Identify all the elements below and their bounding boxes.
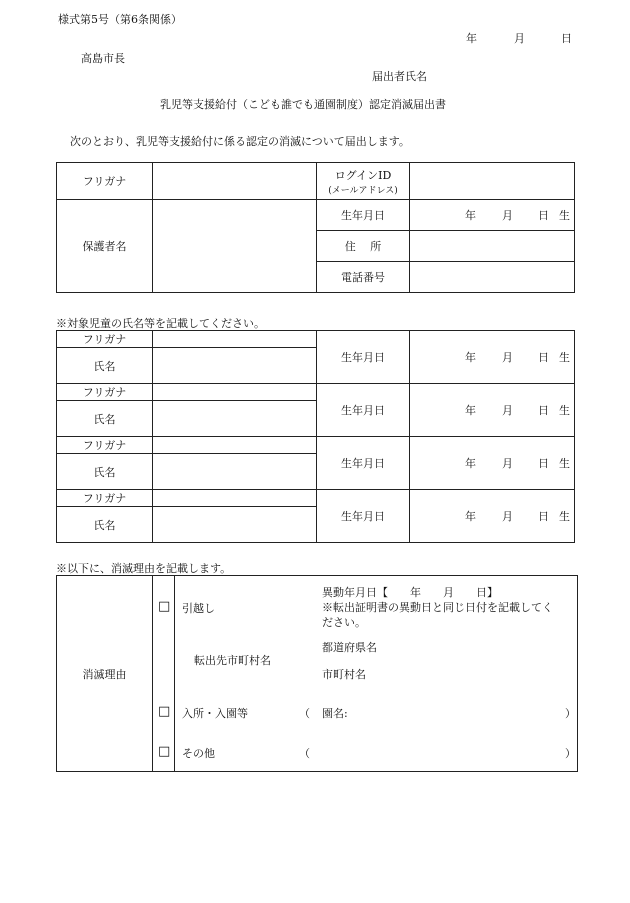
children-note: ※対象児童の氏名等を記載してください。 — [56, 317, 265, 330]
guardian-phone-field[interactable] — [410, 262, 575, 293]
child-birth-field[interactable]: 年 月 日 生 — [410, 437, 575, 490]
guardian-address-label: 住 所 — [317, 231, 410, 262]
other-paren-open: （ — [299, 747, 310, 760]
guardian-table — [56, 162, 575, 293]
option-other: その他 — [182, 747, 215, 760]
child-name-label: 氏名 — [57, 401, 153, 437]
child-birth-label: 生年月日 — [317, 490, 410, 543]
child-birth-field[interactable]: 年 月 日 生 — [410, 331, 575, 384]
child-furigana-field[interactable] — [153, 384, 317, 401]
move-date-label: 異動年月日【 年 月 日】 — [322, 586, 498, 599]
municipality-label: 市町村名 — [322, 668, 366, 681]
other-paren-close: ） — [565, 747, 576, 760]
guardian-furigana-label: フリガナ — [57, 163, 153, 200]
admission-paren-close: ） — [565, 707, 576, 720]
guardian-birth-field[interactable]: 年 月 日 生 — [410, 200, 575, 231]
prefecture-label: 都道府県名 — [322, 641, 377, 654]
move-date-note-1: ※転出証明書の異動日と同じ日付を記載してく — [322, 601, 553, 614]
child-furigana-label: フリガナ — [57, 384, 153, 401]
login-id-field[interactable] — [410, 163, 575, 200]
applicant-name-label: 届出者氏名 — [372, 70, 427, 83]
children-table — [56, 330, 575, 543]
child-furigana-field[interactable] — [153, 437, 317, 454]
document-title: 乳児等支援給付（こども誰でも通園制度）認定消滅届出書 — [160, 98, 446, 111]
child-name-label: 氏名 — [57, 507, 153, 543]
child-furigana-field[interactable] — [153, 331, 317, 348]
date-month: 月 — [514, 32, 525, 45]
addressee: 高島市長 — [81, 52, 125, 65]
guardian-phone-label: 電話番号 — [317, 262, 410, 293]
intro-text: 次のとおり、乳児等支援給付に係る認定の消滅について届出します。 — [70, 135, 410, 148]
destination-label: 転出先市町村名 — [194, 654, 271, 667]
guardian-name-label: 保護者名 — [57, 200, 153, 293]
child-birth-label: 生年月日 — [317, 437, 410, 490]
child-name-field[interactable] — [153, 348, 317, 384]
option-admission: 入所・入園等 — [182, 707, 248, 720]
reason-note: ※以下に、消滅理由を記載します。 — [56, 562, 232, 575]
child-birth-label: 生年月日 — [317, 331, 410, 384]
child-name-label: 氏名 — [57, 348, 153, 384]
admission-paren-open: （ — [299, 707, 310, 720]
child-name-field[interactable] — [153, 401, 317, 437]
checkbox-admission[interactable]: □ — [158, 704, 171, 719]
child-furigana-label: フリガナ — [57, 490, 153, 507]
date-day: 日 — [561, 32, 572, 45]
guardian-furigana-field[interactable] — [153, 163, 317, 200]
child-birth-field[interactable]: 年 月 日 生 — [410, 490, 575, 543]
child-furigana-field[interactable] — [153, 490, 317, 507]
option-moving: 引越し — [182, 602, 215, 615]
child-birth-field[interactable]: 年 月 日 生 — [410, 384, 575, 437]
move-date-note-2: ださい。 — [322, 616, 366, 629]
reason-label: 消滅理由 — [82, 667, 127, 681]
reason-label-cell — [57, 576, 153, 771]
guardian-birth-label: 生年月日 — [317, 200, 410, 231]
child-furigana-label: フリガナ — [57, 437, 153, 454]
child-name-field[interactable] — [153, 507, 317, 543]
login-id-label: ログインID (メールアドレス) — [317, 163, 410, 200]
child-name-field[interactable] — [153, 454, 317, 490]
child-name-label: 氏名 — [57, 454, 153, 490]
child-birth-label: 生年月日 — [317, 384, 410, 437]
form-number: 様式第5号（第6条関係） — [58, 13, 182, 26]
child-furigana-label: フリガナ — [57, 331, 153, 348]
reason-table — [56, 575, 578, 772]
guardian-name-field[interactable] — [153, 200, 317, 293]
checkbox-moving[interactable]: □ — [158, 599, 171, 614]
checkbox-other[interactable]: □ — [158, 744, 171, 759]
school-name-label: 園名: — [322, 707, 348, 720]
guardian-address-field[interactable] — [410, 231, 575, 262]
date-year: 年 — [466, 32, 477, 45]
